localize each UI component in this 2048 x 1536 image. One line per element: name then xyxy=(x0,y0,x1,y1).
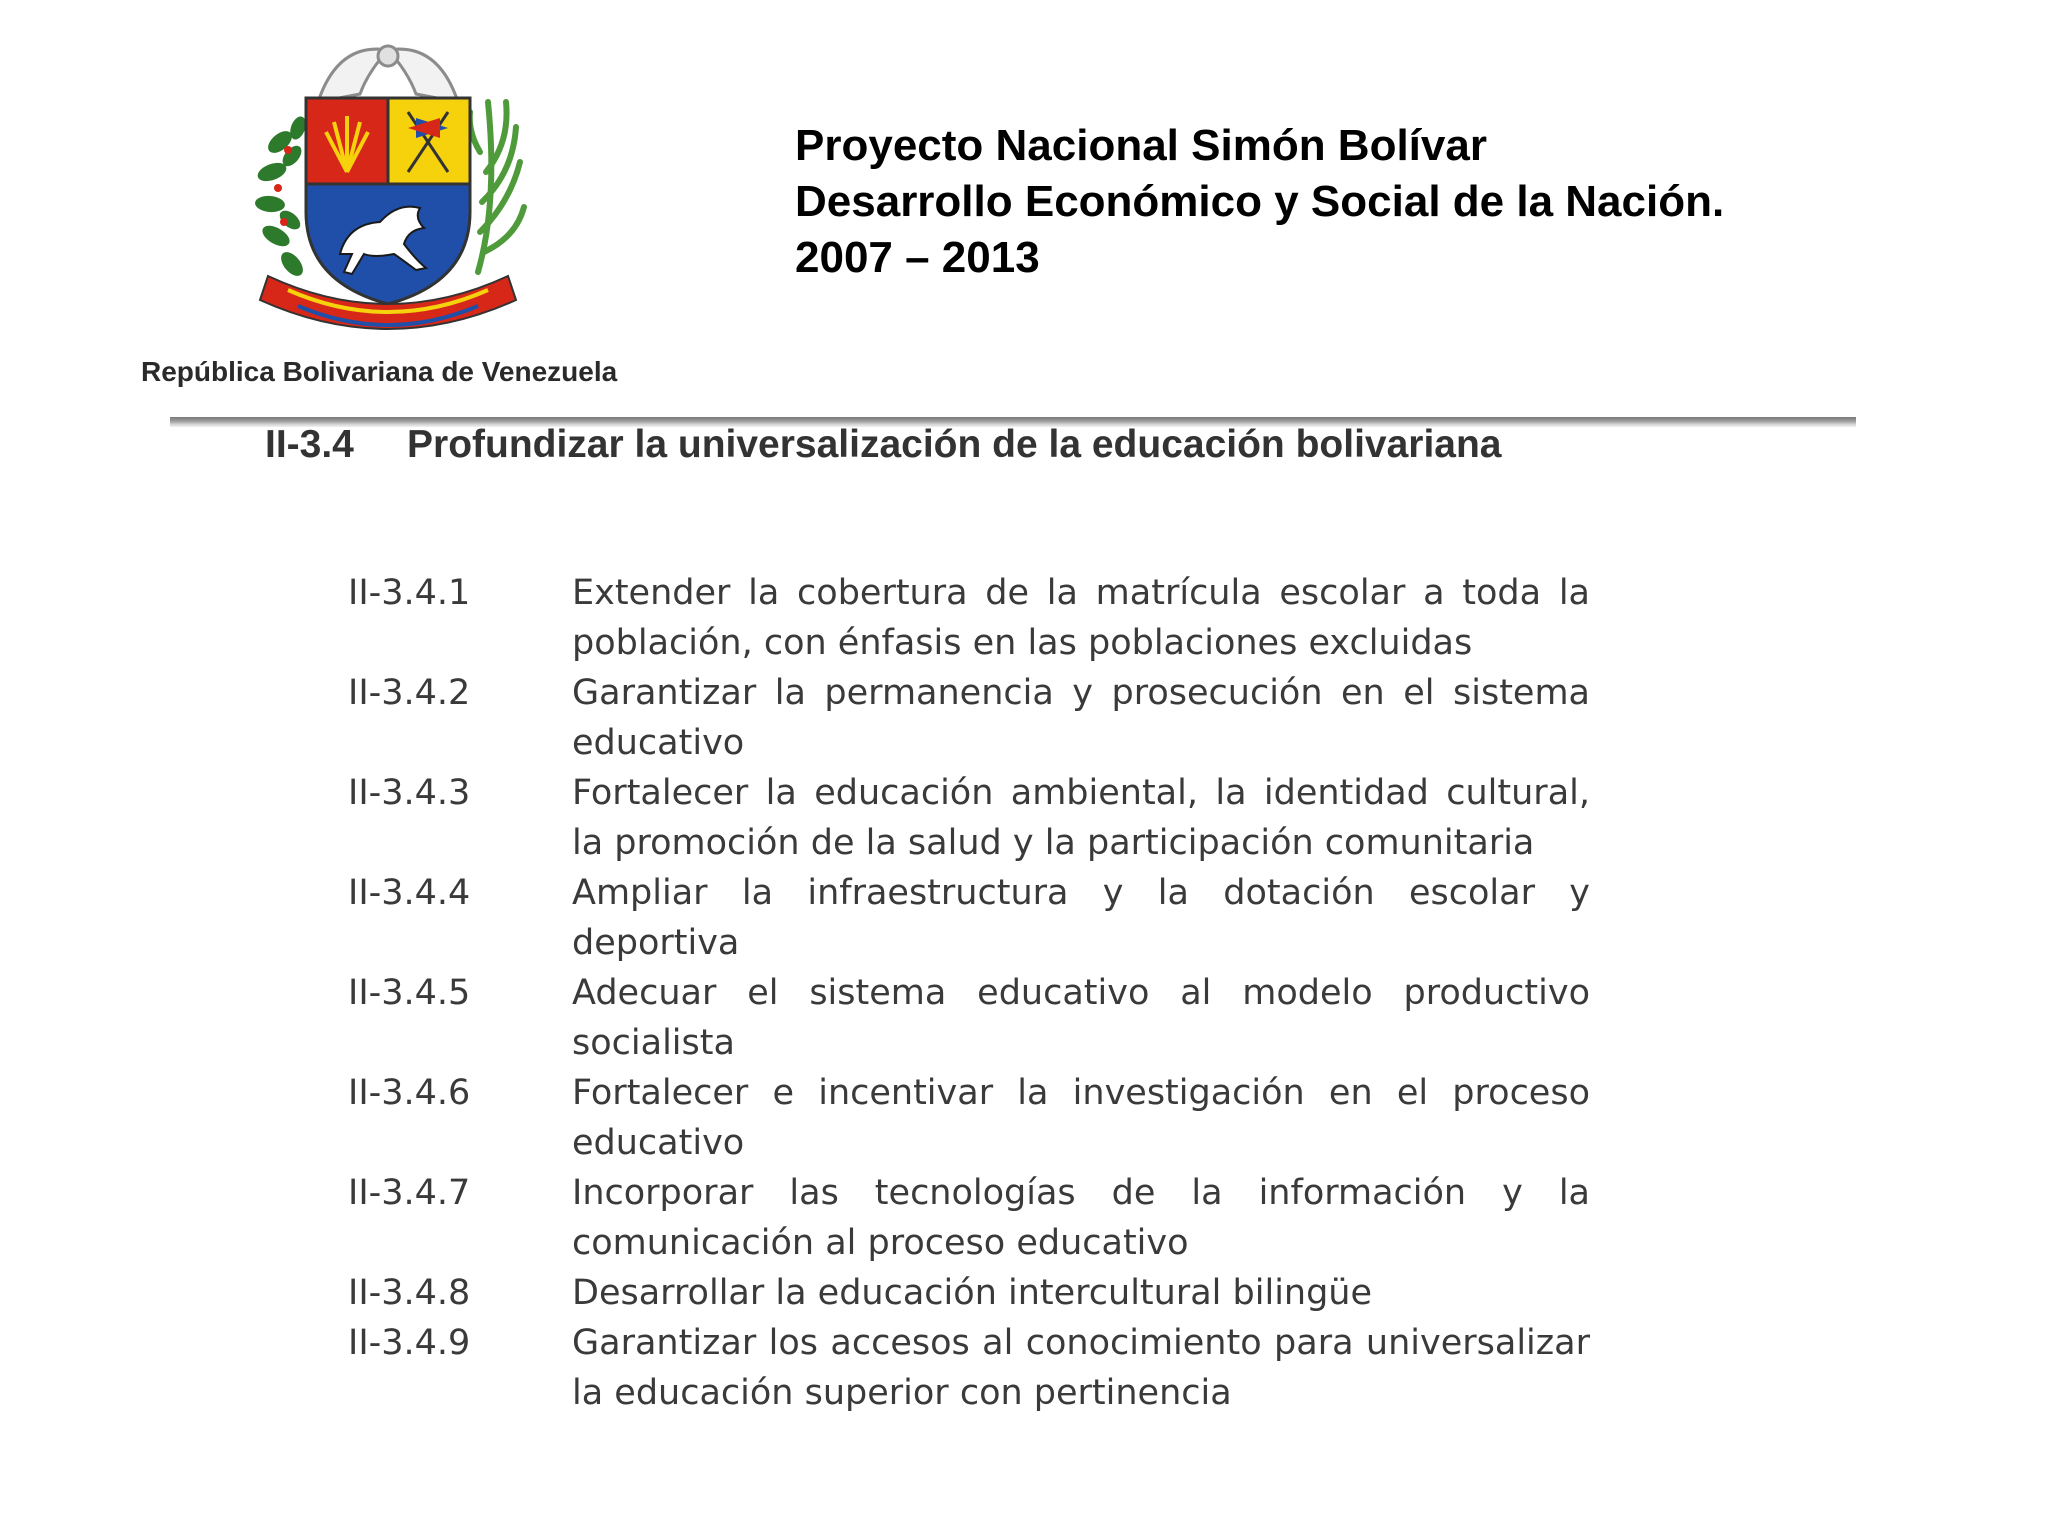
list-item xyxy=(348,668,1590,768)
item-number: II-3.4.2 xyxy=(348,673,471,713)
country-name: República Bolivariana de Venezuela xyxy=(141,356,618,387)
section-number: II-3.4 xyxy=(265,423,354,466)
title-line-2: Desarrollo Económico y Social de la Nación. xyxy=(795,177,1725,226)
item-number: II-3.4.8 xyxy=(348,1273,471,1313)
document-title xyxy=(795,118,1724,286)
item-text: Incorporar las tecnologías de la información y la comunicación al proceso educativo xyxy=(572,1173,1590,1263)
list-item xyxy=(348,1268,1590,1318)
objectives-list xyxy=(348,568,1590,1418)
coat-of-arms-icon xyxy=(248,32,528,344)
section-heading xyxy=(265,420,1590,469)
list-item xyxy=(348,1168,1590,1268)
section-title: Profundizar la universalización de la educación bolivariana xyxy=(407,423,1502,466)
title-line-1: Proyecto Nacional Simón Bolívar xyxy=(795,121,1487,170)
item-text: Fortalecer la educación ambiental, la identidad cultural, la promoción de la salud y la participación comunitaria xyxy=(572,773,1590,863)
item-text: Desarrollar la educación intercultural bilingüe xyxy=(572,1273,1373,1313)
list-item xyxy=(348,568,1590,668)
list-item xyxy=(348,768,1590,868)
item-number: II-3.4.5 xyxy=(348,973,471,1013)
list-item xyxy=(348,968,1590,1068)
item-number: II-3.4.1 xyxy=(348,573,471,613)
item-number: II-3.4.6 xyxy=(348,1073,471,1113)
list-item xyxy=(348,1318,1590,1418)
item-number: II-3.4.3 xyxy=(348,773,471,813)
item-text: Ampliar la infraestructura y la dotación escolar y deportiva xyxy=(572,873,1590,963)
title-line-3: 2007 – 2013 xyxy=(795,233,1040,282)
item-number: II-3.4.4 xyxy=(348,873,471,913)
item-text: Extender la cobertura de la matrícula escolar a toda la población, con énfasis en las poblaciones excluidas xyxy=(572,573,1590,663)
item-text: Adecuar el sistema educativo al modelo productivo socialista xyxy=(572,973,1590,1063)
item-number: II-3.4.9 xyxy=(348,1323,471,1363)
item-text: Garantizar los accesos al conocimiento para universalizar la educación superior con pertinencia xyxy=(572,1323,1590,1413)
list-item xyxy=(348,868,1590,968)
item-text: Fortalecer e incentivar la investigación en el proceso educativo xyxy=(572,1073,1590,1163)
list-item xyxy=(348,1068,1590,1168)
item-number: II-3.4.7 xyxy=(348,1173,471,1213)
item-text: Garantizar la permanencia y prosecución en el sistema educativo xyxy=(572,673,1590,763)
